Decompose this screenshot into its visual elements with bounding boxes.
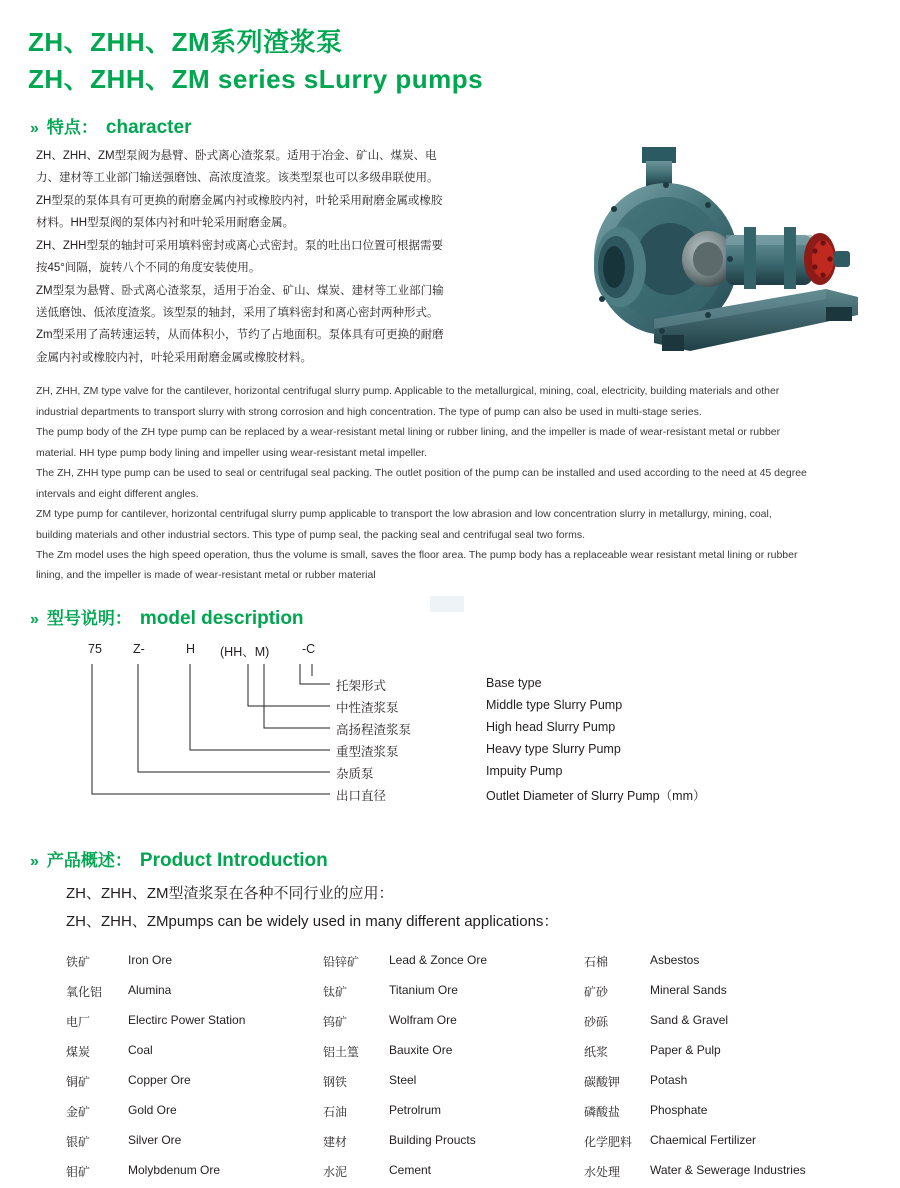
char-cn-line: 送低磨蚀、低浓度渣浆。该型泵的轴封，采用了填料密封和离心密封两种形式。 <box>36 306 439 319</box>
char-en-line: material. HH type pump body lining and impeller using wear-resistant metal impeller. <box>36 446 428 459</box>
app-en-1: Copper Ore <box>128 1073 191 1088</box>
model-label-row <box>336 742 621 760</box>
app-en-2: Petrolrum <box>389 1103 442 1118</box>
app-cn-2: 铝土篁 <box>323 1045 360 1060</box>
app-cn-3: 水处理 <box>584 1165 621 1180</box>
scan-artifact <box>430 596 464 612</box>
chevron-right-icon: » <box>30 610 39 628</box>
section-heading-character <box>0 113 900 139</box>
app-cn-2: 建材 <box>323 1135 348 1150</box>
model-label-row <box>336 720 615 738</box>
character-section <box>0 139 900 586</box>
app-en-3: Water & Sewerage Industries <box>650 1163 806 1178</box>
app-en-2: Cement <box>389 1163 432 1178</box>
app-en-1: Silver Ore <box>128 1133 182 1148</box>
app-cn-1: 煤炭 <box>66 1045 91 1060</box>
char-en-line: ZH, ZHH, ZM type valve for the cantilever, horizontal centrifugal slurry pump. Applicable to the metallurgical, mining, coal, electricity, building materials and other <box>36 385 780 398</box>
model-code-part: Z- <box>133 641 145 656</box>
table-row <box>66 947 836 977</box>
app-cn-2: 钨矿 <box>323 1015 348 1030</box>
slurry-pump-photo <box>558 139 878 379</box>
model-code-part: H <box>186 641 196 656</box>
model-description-diagram <box>0 638 900 828</box>
app-en-2: Wolfram Ore <box>389 1013 457 1028</box>
table-row <box>66 1127 836 1157</box>
app-en-2: Bauxite Ore <box>389 1043 453 1058</box>
app-en-1: Coal <box>128 1043 153 1058</box>
model-label-row <box>336 786 706 804</box>
app-cn-1: 铁矿 <box>66 955 91 970</box>
app-en-1: Gold Ore <box>128 1103 177 1118</box>
app-en-2: Titanium Ore <box>389 983 458 998</box>
model-code-part: (HH、M) <box>220 644 270 659</box>
app-cn-2: 水泥 <box>323 1165 348 1180</box>
app-cn-1: 钼矿 <box>66 1165 91 1180</box>
section-heading-introduction-cn: 产品概述： <box>46 850 132 870</box>
model-label-en: Base type <box>486 675 542 690</box>
char-cn-line: ZH、ZHH型泵的轴封可采用填料密封或离心式密封。泵的吐出口位置可根据需要 <box>36 239 443 252</box>
char-cn-line: 材料。HH型泵阀的泵体内衬和叶轮采用耐磨金属。 <box>36 217 295 230</box>
app-en-2: Lead & Zonce Ore <box>389 953 488 968</box>
app-en-3: Mineral Sands <box>650 983 727 998</box>
char-cn-line: Zm型采用了高转速运转，从而体积小，节约了占地面积。泵体具有可更换的耐磨 <box>36 329 444 342</box>
introduction-lead-cn: ZH、ZHH、ZM型渣浆泵在各种不同行业的应用： <box>66 884 394 902</box>
model-label-row <box>336 698 622 716</box>
app-en-3: Sand & Gravel <box>650 1013 729 1028</box>
section-heading-character-cn: 特点： <box>46 118 98 137</box>
app-cn-2: 铅锌矿 <box>323 955 360 970</box>
model-code-part: 75 <box>88 641 102 656</box>
char-cn-line: 力、建材等工业部门输送强磨蚀、高浓度渣浆。该类型泵也可以多级串联使用。 <box>36 172 439 185</box>
section-heading-model-cn: 型号说明： <box>46 608 132 628</box>
app-en-1: Molybdenum Ore <box>128 1163 221 1178</box>
chevron-right-icon: » <box>30 120 39 137</box>
app-cn-2: 钛矿 <box>323 985 348 1000</box>
char-cn-line: 按45°间隔，旋转八个不同的角度安装使用。 <box>36 262 261 275</box>
model-label-row <box>336 676 542 694</box>
char-cn-line: ZM型泵为悬臂、卧式离心渣浆泵，适用于冶金、矿山、煤炭、建材等工业部门输 <box>36 284 444 297</box>
character-chinese-text <box>0 145 500 369</box>
introduction-lead <box>0 872 900 937</box>
table-row <box>66 1097 836 1127</box>
app-cn-1: 铜矿 <box>66 1075 91 1090</box>
model-label-en: Outlet Diameter of Slurry Pump（mm） <box>486 788 706 803</box>
table-row <box>66 1157 836 1187</box>
app-en-1: Electirc Power Station <box>128 1013 246 1028</box>
model-label-en: High head Slurry Pump <box>486 719 616 734</box>
chevron-right-icon: » <box>30 852 39 870</box>
section-heading-character-en: character <box>105 117 192 138</box>
char-en-line: building materials and other industrial sectors. This type of pump seal, the packing seal and centrifugal seal two forms. <box>36 528 586 541</box>
app-en-2: Building Proucts <box>389 1133 476 1148</box>
character-english-text <box>0 369 900 586</box>
model-label-cn: 重型渣浆泵 <box>336 744 399 759</box>
model-label-cn: 托架形式 <box>336 678 387 693</box>
model-label-cn: 高扬程渣浆泵 <box>336 722 412 737</box>
table-row <box>66 1067 836 1097</box>
app-en-2: Steel <box>389 1073 417 1088</box>
char-en-line: The Zm model uses the high speed operation, thus the volume is small, saves the floor area. The pump body has a replaceable wear resistant metal lining or rubber <box>36 548 798 561</box>
app-en-1: Iron Ore <box>128 953 173 968</box>
model-label-cn: 杂质泵 <box>336 766 374 781</box>
app-cn-3: 碳酸钾 <box>584 1075 621 1090</box>
model-label-en: Heavy type Slurry Pump <box>486 741 621 756</box>
section-heading-introduction-en: Product Introduction <box>139 849 328 871</box>
app-cn-2: 石油 <box>323 1105 348 1120</box>
char-cn-line: 金属内衬或橡胶内衬，叶轮采用耐磨金属或橡胶材料。 <box>36 351 312 364</box>
section-heading-model-en: model description <box>139 607 304 629</box>
page-title <box>0 0 900 95</box>
app-cn-3: 砂砾 <box>584 1015 609 1030</box>
app-cn-1: 电厂 <box>66 1015 91 1030</box>
app-en-3: Phosphate <box>650 1103 708 1118</box>
introduction-lead-en: ZH、ZHH、ZMpumps can be widely used in many different applications： <box>66 913 559 931</box>
app-en-3: Chaemical Fertilizer <box>650 1133 757 1148</box>
applications-table <box>66 947 836 1187</box>
char-en-line: industrial departments to transport slurry with strong corrosion and high concentration. The type of pump can also be used in multi-stage series. <box>36 405 702 418</box>
app-cn-3: 纸浆 <box>584 1045 609 1060</box>
app-en-3: Potash <box>650 1073 688 1088</box>
app-cn-1: 金矿 <box>66 1105 91 1120</box>
app-cn-2: 钢铁 <box>323 1075 348 1090</box>
app-cn-1: 氧化铝 <box>66 985 103 1000</box>
app-cn-3: 矿砂 <box>584 985 609 1000</box>
app-en-3: Paper & Pulp <box>650 1043 721 1058</box>
model-label-cn: 中性渣浆泵 <box>336 700 399 715</box>
model-label-en: Middle type Slurry Pump <box>486 697 623 712</box>
title-chinese: ZH、ZHH、ZM系列渣浆泵 <box>28 27 343 57</box>
char-cn-line: ZH、ZHH、ZM型泵阀为悬臂、卧式离心渣浆泵。适用于冶金、矿山、煤炭、电 <box>36 150 437 162</box>
model-label-cn: 出口直径 <box>336 788 387 803</box>
char-en-line: The pump body of the ZH type pump can be replaced by a wear-resistant metal lining or rubber lining, and the impeller is made of wear-resistant metal or rubber <box>36 426 781 439</box>
model-label-row <box>336 764 562 782</box>
char-en-line: ZM type pump for cantilever, horizontal centrifugal slurry pump applicable to transport the low abrasion and low concentration slurry in metallurgy, mining, coal, <box>36 508 772 521</box>
char-en-line: intervals and eight different angles. <box>36 487 199 500</box>
model-label-en: Impuity Pump <box>486 763 563 778</box>
section-heading-introduction <box>0 846 900 872</box>
app-cn-3: 磷酸盐 <box>584 1105 621 1120</box>
model-code-part: -C <box>302 641 316 656</box>
char-en-line: The ZH, ZHH type pump can be used to seal or centrifugal seal packing. The outlet position of the pump can be installed and used according to the need at 45 degree <box>36 467 807 480</box>
app-en-3: Asbestos <box>650 953 700 968</box>
table-row <box>66 1007 836 1037</box>
title-english: ZH、ZHH、ZM series sLurry pumps <box>28 63 484 94</box>
app-cn-3: 石棉 <box>584 955 609 970</box>
app-en-1: Alumina <box>128 983 172 998</box>
app-cn-3: 化学肥料 <box>584 1135 633 1150</box>
char-cn-line: ZH型泵的泵体具有可更换的耐磨金属内衬或橡胶内衬，叶轮采用耐磨金属或橡胶 <box>36 194 443 207</box>
char-en-line: lining, and the impeller is made of wear-resistant metal or rubber material <box>36 569 376 582</box>
table-row <box>66 977 836 1007</box>
app-cn-1: 银矿 <box>66 1135 91 1150</box>
table-row <box>66 1037 836 1067</box>
